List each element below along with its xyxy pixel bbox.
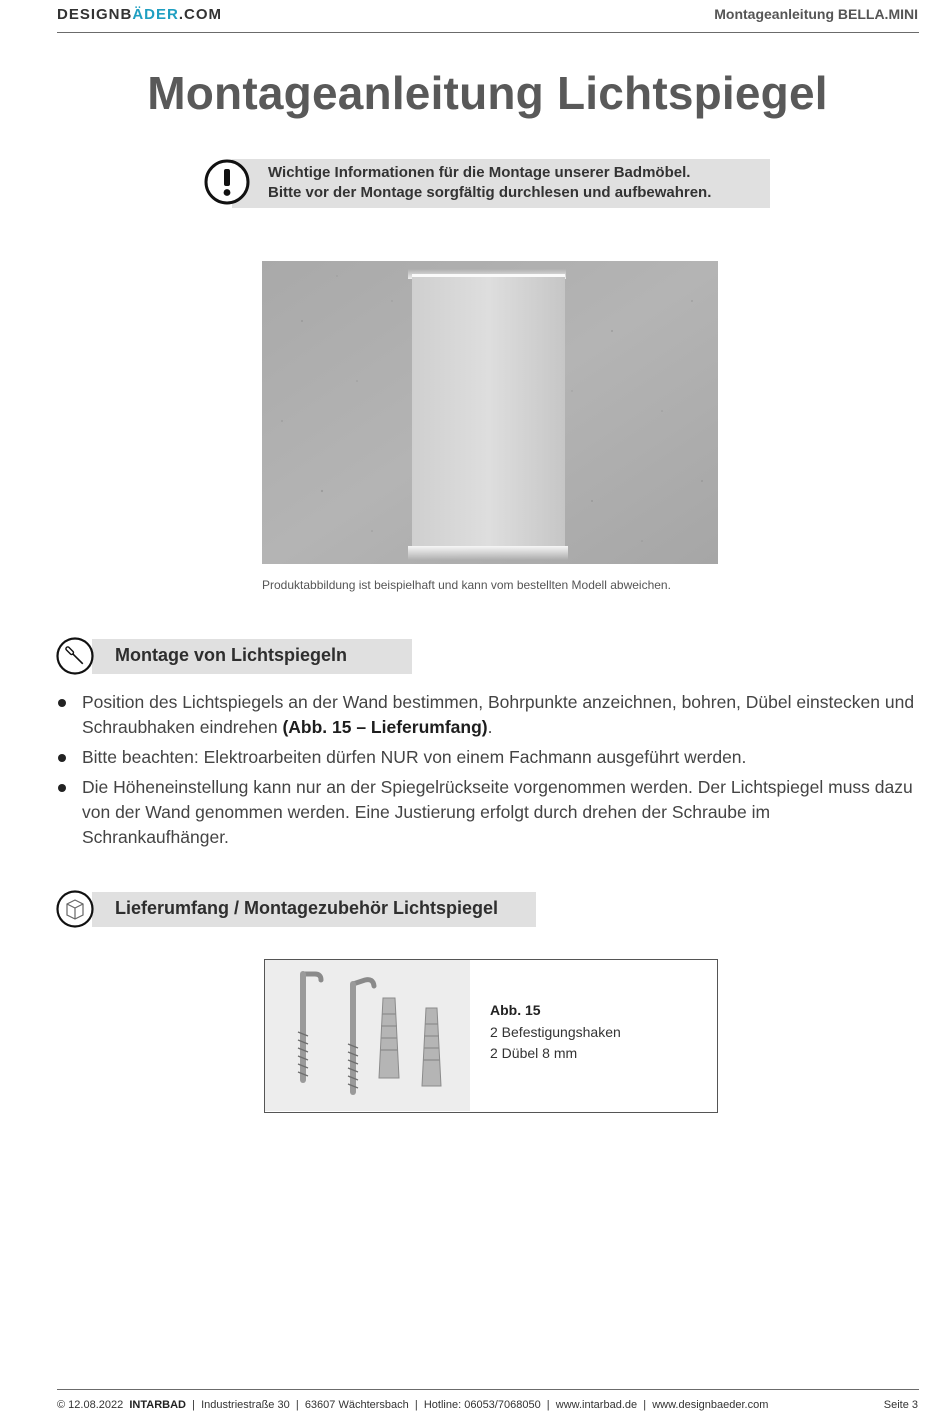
footer-divider xyxy=(57,1389,919,1390)
page-title: Montageanleitung Lichtspiegel xyxy=(147,67,828,119)
image-caption: Produktabbildung ist beispielhaft und kann vom bestellten Modell abweichen. xyxy=(262,578,671,592)
notice-line-2: Bitte vor der Montage sorgfältig durchlesen und aufbewahren. xyxy=(268,184,712,201)
section-title-montage: Montage von Lichtspiegeln xyxy=(115,645,348,665)
box-icon xyxy=(56,890,94,928)
bullet-dot xyxy=(58,699,66,707)
header-divider xyxy=(57,32,919,33)
list-item: Bitte beachten: Elektroarbeiten dürfen NUR von einem Fachmann ausgeführt werden. xyxy=(57,745,917,770)
notice-line-1: Wichtige Informationen für die Montage unserer Badmöbel. xyxy=(268,164,691,181)
link-designbaeder[interactable]: www.designbaeder.com xyxy=(652,1399,769,1411)
document-title: Montageanleitung BELLA.MINI xyxy=(714,6,918,22)
brand-logo: DESIGNBÄDER.COM xyxy=(57,6,223,23)
page-number: Seite 3 xyxy=(883,1399,918,1411)
footer-text: © 12.08.2022 INTARBAD | Industriestraße 30 | 63607 Wächtersbach | Hotline: 06053/7068050 | www.intarbad.de | www.designbaeder.com xyxy=(57,1399,769,1411)
accessory-item: 2 Befestigungshaken xyxy=(490,1023,621,1040)
accessory-image xyxy=(265,960,470,1111)
exclamation-icon xyxy=(204,159,250,205)
list-item: Position des Lichtspiegels an der Wand bestimmen, Bohrpunkte anzeichnen, bohren, Dübel einstecken und Schraubhaken eindrehen (Abb. 15 – Lieferumfang). xyxy=(57,690,917,740)
accessory-item: 2 Dübel 8 mm xyxy=(490,1045,578,1061)
list-item: Die Höheneinstellung kann nur an der Spiegelrückseite vorgenommen werden. Der Lichtspiegel muss dazu von der Wand genommen werden. Eine Justierung erfolgt durch drehen der Schraube im Schrankaufhänger. xyxy=(57,775,917,850)
section-title-lieferumfang: Lieferumfang / Montagezubehör Lichtspiegel xyxy=(115,898,499,918)
link-intarbad[interactable]: www.intarbad.de xyxy=(555,1399,638,1411)
instruction-list xyxy=(57,690,917,855)
figure-label: Abb. 15 xyxy=(490,1002,541,1018)
product-image xyxy=(262,261,718,564)
bullet-dot xyxy=(58,784,66,792)
bullet-dot xyxy=(58,754,66,762)
notice-text xyxy=(268,163,711,203)
accessory-text xyxy=(490,1000,621,1065)
screwdriver-icon xyxy=(56,637,94,675)
